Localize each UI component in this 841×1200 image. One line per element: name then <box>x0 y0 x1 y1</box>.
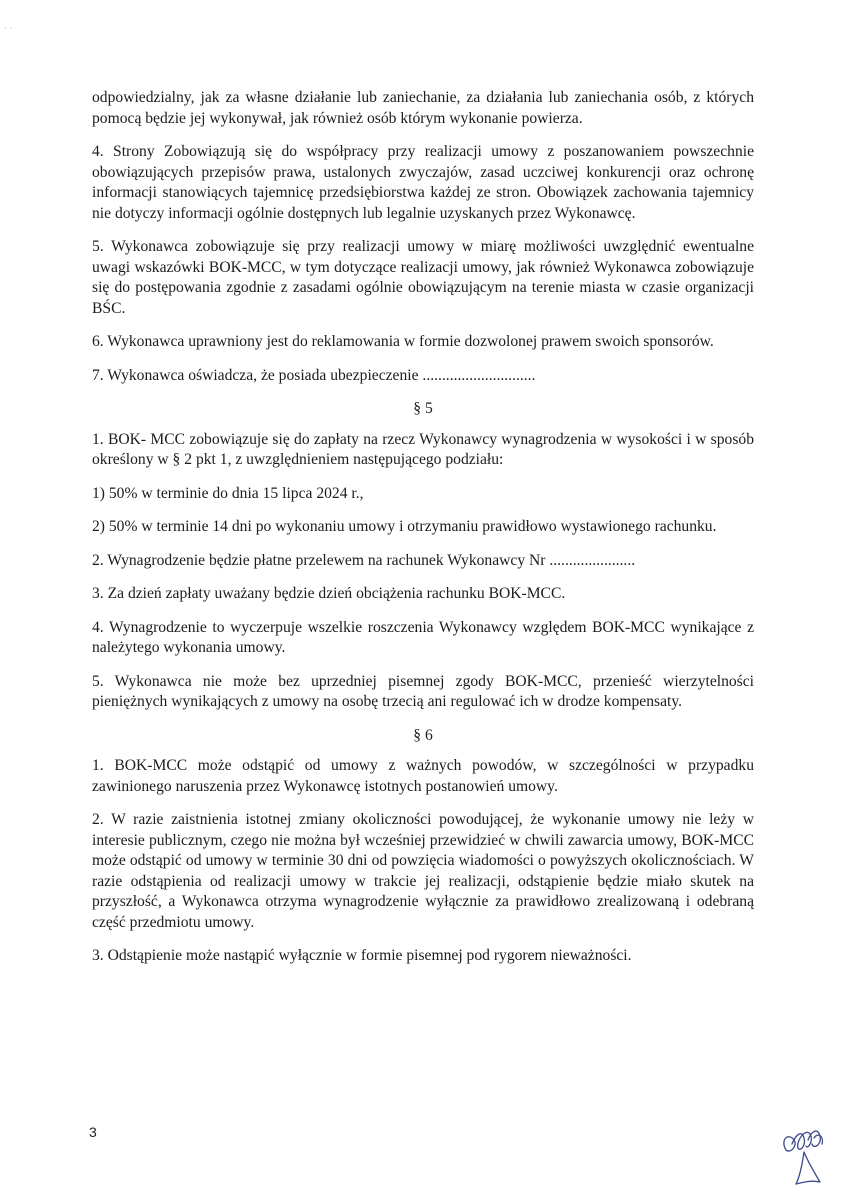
section-6-paragraph: 2. W razie zaistnienia istotnej zmiany okoliczności powodującej, że wykonanie umowy nie leży w interesie publicznym, czego nie można był wcześniej przewidzieć w chwili zawarcia umowy, BOK-MCC może odstąpić od umowy w terminie 30 dni od powzięcia wiadomości o powyższych okolicznościach. W razie odstąpienia od realizacji umowy w trakcie jej realizacji, odstąpienie będzie miało skutek na przyszłość, a Wykonawca otrzyma wynagrodzenie wyłącznie za prawidłowo zrealizowaną i odebraną część przedmiotu umowy. <box>92 811 754 931</box>
section-5-paragraph: 2) 50% w terminie 14 dni po wykonaniu umowy i otrzymaniu prawidłowo wystawionego rachunku. <box>92 518 717 535</box>
paragraph-7-insurance: 7. Wykonawca oświadcza, że posiada ubezpieczenie ............................. <box>92 366 536 384</box>
section-6-paragraph: 1. BOK-MCC może odstąpić od umowy z ważnych powodów, w szczególności w przypadku zawinionego naruszenia przez Wykonawcę istotnych postanowień umowy. <box>92 757 754 795</box>
scan-corner-mark: · · <box>4 24 13 34</box>
paragraph-5-guidelines: 5. Wykonawca zobowiązuje się przy realizacji umowy w miarę możliwości uwzględnić ewentualne uwagi wskazówki BOK-MCC, w tym dotyczące realizacji umowy, jak również Wykonawca zobowiązuje się do postępowania zgodnie z zasadami ogólnie obowiązującym na terenie miasta w czasie organizacji BŚC. <box>92 238 754 317</box>
section-5-paragraph: 1. BOK- MCC zobowiązuje się do zapłaty na rzecz Wykonawcy wynagrodzenia w wysokości i w sposób określony w § 2 pkt 1, z uwzględnieniem następującego podziału: <box>92 430 754 468</box>
section-6-heading: § 6 <box>413 726 433 744</box>
section-5-paragraph: 2. Wynagrodzenie będzie płatne przelewem na rachunek Wykonawcy Nr ...................... <box>92 551 636 569</box>
section-5-paragraph: 1) 50% w terminie do dnia 15 lipca 2024 r., <box>92 484 364 502</box>
paragraph-continuation: odpowiedzialny, jak za własne działanie lub zaniechanie, za działania lub zaniechania osób, z których pomocą będzie jej wykonywał, jak również osób którym wykonanie powierza. <box>92 89 754 127</box>
paragraph-6-sponsors: 6. Wykonawca uprawniony jest do reklamowania w formie dozwolonej prawem swoich sponsorów. <box>92 333 714 350</box>
page-number: 3 <box>89 1124 97 1140</box>
paragraph-4-cooperation: 4. Strony Zobowiązują się do współpracy przy realizacji umowy z poszanowaniem powszechnie obowiązujących przepisów prawa, ustalonych zwyczajów, zasad uczciwej konkurencji oraz ochronę informacji stanowiących tajemnicę przedsiębiorstwa każdej ze stron. Obowiązek zachowania tajemnicy nie dotyczy informacji ogólnie dostępnych lub legalnie uzyskanych przez Wykonawcę. <box>92 143 754 222</box>
document-page <box>92 88 754 980</box>
section-5-paragraph: 4. Wynagrodzenie to wyczerpuje wszelkie roszczenia Wykonawcy względem BOK-MCC wynikające z należytego wykonania umowy. <box>92 618 754 656</box>
signature-initials-icon <box>778 1110 828 1192</box>
section-5-paragraph: 3. Za dzień zapłaty uważany będzie dzień obciążenia rachunku BOK-MCC. <box>92 585 566 602</box>
section-6-paragraph: 3. Odstąpienie może nastąpić wyłącznie w formie pisemnej pod rygorem nieważności. <box>92 947 632 964</box>
section-5-heading: § 5 <box>413 400 433 417</box>
section-5-paragraph: 5. Wykonawca nie może bez uprzedniej pisemnej zgody BOK-MCC, przenieść wierzytelności pieniężnych wynikających z umowy na osobę trzecią ani regulować ich w drodze kompensaty. <box>92 672 754 710</box>
